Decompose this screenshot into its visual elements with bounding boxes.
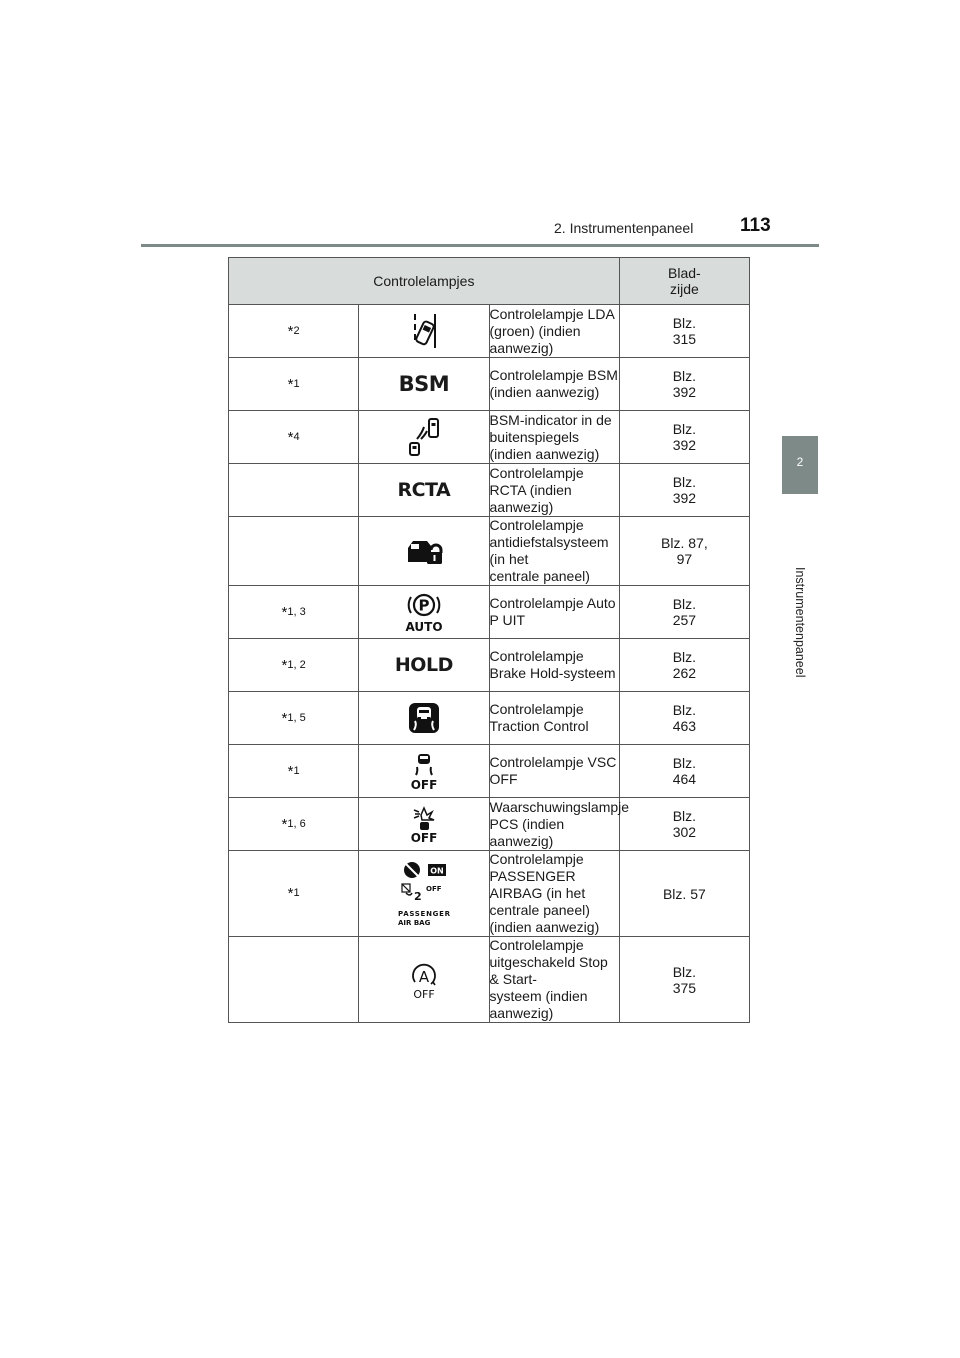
page-ref-label: Blz. bbox=[672, 702, 697, 718]
column-header-page bbox=[619, 258, 749, 305]
table-row bbox=[229, 937, 750, 1023]
chapter-label: Instrumentenpaneel bbox=[793, 567, 807, 678]
pcs-off-icon bbox=[359, 804, 488, 844]
table-row bbox=[229, 851, 750, 937]
description-cell bbox=[489, 358, 619, 411]
description-cell bbox=[489, 639, 619, 692]
page-ref-number: 257 bbox=[672, 612, 697, 628]
description-text: Controlelampje Auto P UIT bbox=[489, 595, 616, 628]
icon-cell bbox=[359, 745, 489, 798]
footnote-cell: *1 bbox=[229, 851, 359, 937]
page-ref-label: Blz. bbox=[672, 649, 697, 665]
description-cell bbox=[489, 517, 619, 586]
page-ref-label: Blz. 57 bbox=[662, 885, 706, 902]
description-cell bbox=[489, 851, 619, 937]
vsc-off-icon bbox=[359, 751, 488, 791]
description-text: Controlelampje PASSENGER AIRBAG (in het bbox=[489, 851, 586, 901]
icon-cell bbox=[359, 464, 489, 517]
svg-text:OFF: OFF bbox=[413, 987, 435, 1000]
svg-text:OFF: OFF bbox=[410, 778, 438, 791]
footnote-cell bbox=[229, 937, 359, 1023]
description-text-line2: (indien aanwezig) bbox=[489, 445, 600, 462]
column-header-page-line2: zijde bbox=[669, 281, 699, 297]
table-row bbox=[229, 586, 750, 639]
icon-cell bbox=[359, 639, 489, 692]
description-text-line2: systeem (indien aanwezig) bbox=[489, 988, 588, 1021]
page-ref-number: 375 bbox=[672, 979, 697, 996]
svg-text:AIR BAG: AIR BAG bbox=[397, 918, 431, 927]
passenger-airbag-icon bbox=[359, 859, 488, 929]
page-ref-cell[interactable] bbox=[619, 745, 749, 798]
footnote-cell: *1, 6 bbox=[229, 798, 359, 851]
page-ref-number: 392 bbox=[672, 384, 697, 400]
table-row bbox=[229, 411, 750, 464]
description-text-line2: centrale paneel) bbox=[489, 568, 590, 584]
page-ref-cell[interactable] bbox=[619, 358, 749, 411]
description-cell bbox=[489, 464, 619, 517]
bsm-mirror-icon bbox=[359, 417, 488, 457]
icon-cell bbox=[359, 798, 489, 851]
page-ref-cell[interactable] bbox=[619, 692, 749, 745]
description-text: Controlelampje antidiefstalsysteem (in het bbox=[489, 517, 609, 567]
icon-cell bbox=[359, 305, 489, 358]
page-ref-cell[interactable] bbox=[619, 639, 749, 692]
description-text: Controlelampje uitgeschakeld Stop & Start- bbox=[489, 937, 608, 987]
icon-cell bbox=[359, 937, 489, 1023]
description-cell bbox=[489, 586, 619, 639]
footnote-ref: 1, 5 bbox=[287, 711, 306, 724]
description-text: Controlelampje RCTA (indien aanwezig) bbox=[489, 464, 584, 515]
footnote-ref: 1, 2 bbox=[287, 658, 306, 671]
footnote-cell bbox=[229, 464, 359, 517]
icon-cell bbox=[359, 692, 489, 745]
page-ref-cell[interactable] bbox=[619, 851, 749, 937]
description-text-line2: centrale paneel) (indien aanwezig) bbox=[489, 902, 600, 935]
table-header-row bbox=[229, 258, 750, 305]
footnote-cell: *1 bbox=[229, 745, 359, 798]
description-text: Waarschuwingslampje PCS (indien aanwezig) bbox=[489, 798, 630, 849]
page-ref-number: 302 bbox=[672, 824, 697, 840]
footnote-ref: 2 bbox=[293, 324, 300, 337]
page-ref-number: 97 bbox=[676, 551, 693, 567]
chapter-tab[interactable]: 2 bbox=[782, 436, 818, 494]
footnote-cell bbox=[229, 517, 359, 586]
table-row bbox=[229, 464, 750, 517]
description-cell bbox=[489, 305, 619, 358]
icon-cell bbox=[359, 851, 489, 937]
footnote-cell: *1 bbox=[229, 358, 359, 411]
svg-text:AUTO: AUTO bbox=[405, 620, 443, 633]
footnote-cell: *2 bbox=[229, 305, 359, 358]
icon-cell bbox=[359, 358, 489, 411]
icon-cell bbox=[359, 586, 489, 639]
footnote-ref: 1 bbox=[293, 887, 300, 899]
page-ref-label: Blz. bbox=[672, 808, 697, 824]
svg-text:2: 2 bbox=[413, 889, 422, 903]
description-text: Controlelampje Brake Hold-systeem bbox=[489, 648, 616, 681]
footnote-ref: 1 bbox=[293, 377, 300, 390]
page-ref-label: Blz. bbox=[672, 315, 697, 331]
page-number: 113 bbox=[740, 215, 771, 236]
description-cell bbox=[489, 937, 619, 1023]
page-ref-number: 392 bbox=[672, 437, 697, 453]
page-ref-number: 464 bbox=[672, 771, 697, 787]
indicator-table bbox=[228, 257, 750, 1023]
table-row bbox=[229, 798, 750, 851]
rcta-icon: RCTA bbox=[397, 479, 451, 501]
footnote-cell: *1, 3 bbox=[229, 586, 359, 639]
column-header-page-line1: Blad- bbox=[668, 265, 701, 281]
section-title: 2. Instrumentenpaneel bbox=[554, 220, 694, 236]
page-ref-label: Blz. bbox=[672, 755, 697, 771]
page-ref-cell[interactable] bbox=[619, 937, 749, 1023]
page-ref-number: 463 bbox=[672, 718, 697, 734]
page-ref-label: Blz. bbox=[672, 963, 697, 980]
page-ref-cell[interactable] bbox=[619, 305, 749, 358]
page-ref-number: 392 bbox=[672, 490, 697, 506]
description-text: Controlelampje LDA (groen) (indien aanwezig) bbox=[489, 305, 615, 356]
footnote-ref: 1, 6 bbox=[287, 817, 306, 830]
footnote-cell: *1, 5 bbox=[229, 692, 359, 745]
description-cell bbox=[489, 411, 619, 464]
page-ref-cell[interactable] bbox=[619, 464, 749, 517]
page-ref-number: 315 bbox=[672, 331, 697, 347]
header-rule bbox=[141, 244, 819, 247]
table-row bbox=[229, 692, 750, 745]
table-row bbox=[229, 305, 750, 358]
table-row bbox=[229, 745, 750, 798]
page-ref-label: Blz. bbox=[672, 474, 697, 490]
svg-text:P: P bbox=[418, 596, 430, 615]
icon-cell bbox=[359, 517, 489, 586]
svg-text:A: A bbox=[418, 967, 430, 986]
page-ref-label: Blz. bbox=[672, 368, 697, 384]
description-text: BSM-indicator in de buitenspiegels bbox=[489, 411, 612, 445]
footnote-ref: 1 bbox=[293, 764, 300, 777]
page-ref-label: Blz. bbox=[672, 421, 697, 437]
description-cell bbox=[489, 798, 630, 851]
lane-departure-icon bbox=[359, 312, 488, 350]
page-ref-label: Blz. 87, bbox=[661, 535, 708, 551]
table-row bbox=[229, 639, 750, 692]
bsm-icon: BSM bbox=[398, 372, 450, 396]
column-header-lamps: Controlelampjes bbox=[229, 258, 620, 305]
footnote-cell: *4 bbox=[229, 411, 359, 464]
security-lock-icon bbox=[359, 536, 488, 566]
description-cell bbox=[489, 745, 619, 798]
page-ref-cell[interactable] bbox=[619, 517, 749, 586]
svg-text:OFF: OFF bbox=[410, 831, 438, 844]
table-row bbox=[229, 517, 750, 586]
traction-control-icon bbox=[359, 702, 488, 734]
page-ref-number: 262 bbox=[672, 665, 697, 681]
description-text: Controlelampje Traction Control bbox=[489, 701, 589, 734]
page-ref-cell[interactable] bbox=[619, 411, 749, 464]
footnote-ref: 4 bbox=[293, 430, 300, 443]
auto-p-icon bbox=[359, 591, 488, 633]
description-cell bbox=[489, 692, 619, 745]
page-ref-cell[interactable] bbox=[619, 798, 749, 851]
stop-start-off-icon bbox=[359, 960, 488, 1000]
description-text: Controlelampje BSM (indien aanwezig) bbox=[489, 367, 618, 400]
description-text: Controlelampje VSC OFF bbox=[489, 754, 617, 787]
icon-cell bbox=[359, 411, 489, 464]
page-ref-label: Blz. bbox=[672, 596, 697, 612]
svg-text:ON: ON bbox=[430, 866, 444, 875]
svg-text:PASSENGER: PASSENGER bbox=[397, 909, 450, 918]
footnote-ref: 1, 3 bbox=[287, 605, 306, 618]
footnote-cell: *1, 2 bbox=[229, 639, 359, 692]
page-ref-cell[interactable] bbox=[619, 586, 749, 639]
table-row bbox=[229, 358, 750, 411]
svg-text:OFF: OFF bbox=[425, 884, 442, 893]
hold-icon: HOLD bbox=[394, 654, 453, 676]
